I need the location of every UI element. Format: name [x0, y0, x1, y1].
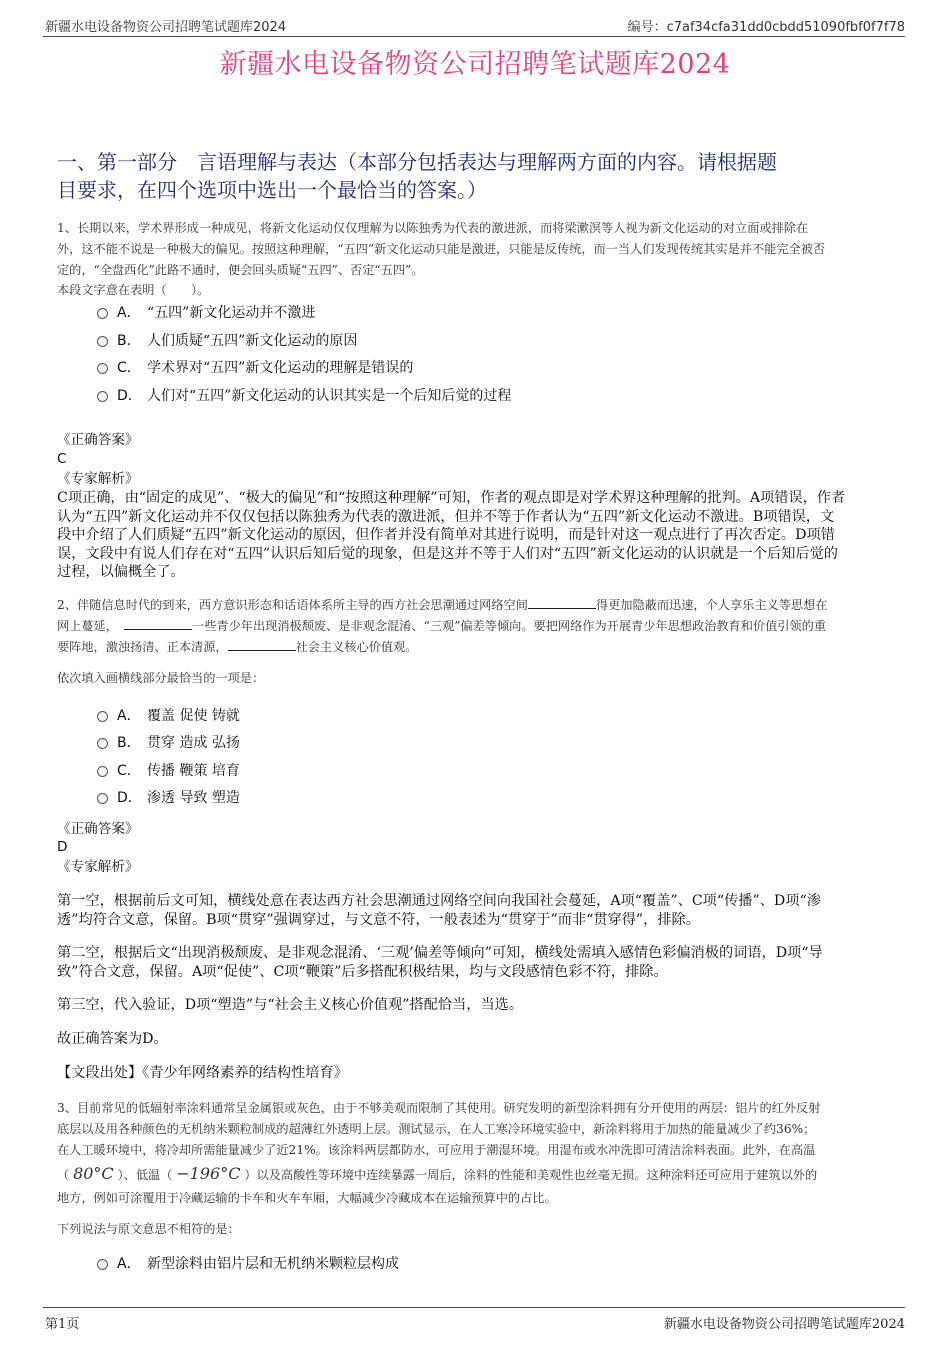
section-heading-line1: 一、第一部分 言语理解与表达（本部分包括表达与理解两方面的内容。请根据题: [57, 150, 777, 174]
question-3-line: 底层以及用各种颜色的无机纳米颗粒制成的超薄红外透明上层。测试显示，在人工寒冷环境实验中，新涂料将用于加热的能量减少了约36%；: [57, 1122, 816, 1136]
question-3-line: [57, 1161, 897, 1188]
fill-blank: [124, 617, 192, 630]
text-run: ）以及高酸性等环境中连续暴露一周后，涂料的性能和美观性也丝毫无损。这种涂料还可应用于建筑以外的: [244, 1168, 818, 1182]
option-text: 人们质疑“五四”新文化运动的原因: [147, 333, 358, 349]
temperature-low: −196°C: [176, 1164, 241, 1183]
page-number: 第1页: [45, 1317, 80, 1332]
question-2-stem: [57, 595, 897, 658]
radio-button-icon[interactable]: [97, 1259, 108, 1270]
text-run: 社会主义核心价值观。: [295, 640, 418, 654]
question-2-line: [57, 595, 897, 616]
option-letter: B．: [117, 735, 141, 751]
option-text: 传播 鞭策 培育: [147, 763, 240, 779]
q1-answer: C: [57, 451, 67, 467]
radio-button-icon[interactable]: [97, 363, 108, 374]
q2-analysis-para-1: [57, 892, 897, 929]
radio-button-icon[interactable]: [97, 793, 108, 804]
q2-analysis-para-4: 故正确答案为D。: [57, 1031, 168, 1047]
question-1-prompt: 本段文字意在表明（ ）。: [57, 283, 210, 297]
q2-answer: D: [57, 839, 68, 855]
text-run: （: [57, 1168, 70, 1182]
q1-answer-label: 《正确答案》: [57, 432, 139, 448]
text-run: 得更加隐蔽而迅速，个人享乐主义等思想在: [595, 598, 828, 612]
radio-button-icon[interactable]: [97, 336, 108, 347]
fill-blank: [228, 638, 296, 651]
option-text: 新型涂料由铝片层和无机纳米颗粒层构成: [147, 1256, 399, 1272]
question-3-line: 3、目前常见的低辐射率涂料通常呈金属银或灰色，由于不够美观而限制了其使用。研究发明的新型涂料拥有分开使用的两层：铝片的红外反射: [57, 1101, 821, 1115]
header-doc-code: 编号：c7af34cfa31dd0cbdd51090fbf0f7f78: [627, 20, 905, 35]
q2-source: 【文段出处】《青少年网络素养的结构性培育》: [57, 1065, 348, 1081]
radio-button-icon[interactable]: [97, 766, 108, 777]
question-2-prompt: 依次填入画横线部分最恰当的一项是：: [57, 671, 265, 685]
text-run: 2、伴随信息时代的到来，西方意识形态和话语体系所主导的西方社会思潮通过网络空间: [57, 598, 528, 612]
q2-analysis-line: 致”符合文意，保留。A项“促使”、C项“鞭策”后多搭配积极结果，均与文段感情色彩不符，排除。: [57, 963, 668, 980]
radio-button-icon[interactable]: [97, 308, 108, 319]
fill-blank: [528, 596, 596, 609]
page-header: [43, 14, 905, 37]
question-3-line: 地方，例如可涂覆用于冷藏运输的卡车和火车车厢，大幅减少冷藏成本在运输预算中的占比。: [57, 1191, 557, 1205]
option-text: 贯穿 造成 弘扬: [147, 735, 240, 751]
option-letter: D．: [117, 790, 142, 806]
q2-analysis-line: 第一空，根据前后文可知，横线处意在表达西方社会思潮通过网络空间向我国社会蔓延，A项“覆盖”、C项“传播”、D项“渗: [57, 893, 821, 909]
question-1-line: 定的，“全盘西化”此路不通时，便会回头质疑“五四”、否定“五四”。: [57, 263, 424, 277]
header-doc-name: 新疆水电设备物资公司招聘笔试题库2024: [45, 20, 287, 35]
option-text: 渗透 导致 塑造: [147, 790, 240, 806]
temperature-high: 80°C: [73, 1164, 114, 1183]
radio-button-icon[interactable]: [97, 391, 108, 402]
question-3-stem: [57, 1098, 897, 1209]
q1-analysis-line: 认为“五四”新文化运动并不仅仅包括以陈独秀为代表的激进派，但并不等于作者认为“五四”新文化运动不激进。B项错误，文: [57, 508, 835, 525]
radio-button-icon[interactable]: [97, 711, 108, 722]
q1-analysis: [57, 489, 897, 582]
option-letter: A．: [117, 305, 141, 321]
q1-analysis-line: 过程，以偏概全了。: [57, 564, 185, 580]
question-1-line: 外，这不能不说是一种极大的偏见。按照这种理解，“五四”新文化运动只能是激进，只能是反传统，而一当人们发现传统其实是并不能完全被否: [57, 242, 826, 256]
q1-analysis-label: 《专家解析》: [57, 471, 139, 487]
page-footer: [43, 1307, 905, 1332]
option-letter: C．: [117, 763, 141, 779]
option-text: 学术界对“五四”新文化运动的理解是错误的: [147, 360, 414, 376]
option-letter: D．: [117, 388, 142, 404]
q2-analysis-line: 透”均符合文意，保留。B项“贯穿”强调穿过，与文意不符，一般表述为“贯穿于”而非“贯穿得”，排除。: [57, 911, 700, 928]
option-letter: B．: [117, 333, 141, 349]
q2-analysis-label: 《专家解析》: [57, 859, 139, 875]
option-text: “五四”新文化运动并不激进: [147, 305, 316, 321]
section-heading: [57, 148, 892, 204]
q2-analysis-para-3: 第三空，代入验证，D项“塑造”与“社会主义核心价值观”搭配恰当，当选。: [57, 997, 524, 1013]
document-title: 新疆水电设备物资公司招聘笔试题库2024: [219, 49, 731, 80]
footer-doc-name: 新疆水电设备物资公司招聘笔试题库2024: [663, 1317, 905, 1332]
q1-analysis-line: 误，文段中有说人们存在对“五四”认识后知后觉的现象，但是这并不等于人们对“五四”新文化运动的认识就是一个后知后觉的: [57, 545, 838, 562]
question-3-prompt: 下列说法与原文意思不相符的是：: [57, 1222, 240, 1236]
question-2-line: [57, 616, 897, 637]
radio-button-icon[interactable]: [97, 738, 108, 749]
option-letter: A．: [117, 1256, 141, 1272]
q2-analysis-para-2: [57, 944, 897, 981]
option-letter: C．: [117, 360, 141, 376]
option-text: 人们对“五四”新文化运动的认识其实是一个后知后觉的过程: [147, 388, 512, 404]
question-1-line: 1、长期以来，学术界形成一种成见，将新文化运动仅仅理解为以陈独秀为代表的激进派，而将梁漱溟等人视为新文化运动的对立面或排除在: [57, 221, 809, 235]
question-2-line: [57, 637, 897, 658]
q1-analysis-line: 段中介绍了人们质疑“五四”新文化运动的原因，但作者并没有简单对其进行说明，而是针对这一观点进行了再次否定。D项错: [57, 527, 835, 543]
section-heading-line2: 目要求，在四个选项中选出一个最恰当的答案。）: [57, 178, 487, 202]
text-run: 要阵地，激浊扬清、正本清源，: [57, 640, 228, 654]
option-letter: A．: [117, 708, 141, 724]
question-3-line: 在人工暖环境中，将冷却所需能量减少了近21%。该涂料两层都防水，可应用于潮湿环境。用湿布或水冲洗即可清洁涂料表面。此外，在高温: [57, 1143, 816, 1157]
q2-analysis-line: 第二空，根据后文“出现消极颓废、是非观念混淆、‘三观’偏差等倾向”可知，横线处需填入感情色彩偏消极的词语，D项“导: [57, 945, 823, 961]
option-text: 覆盖 促使 铸就: [147, 708, 240, 724]
q2-answer-label: 《正确答案》: [57, 821, 139, 837]
text-run: 网上蔓延，: [57, 619, 112, 633]
text-run: ）、低温（: [117, 1168, 173, 1182]
question-1-stem: [57, 218, 897, 299]
q1-analysis-line: C项正确，由“固定的成见”、“极大的偏见”和“按照这种理解”可知，作者的观点即是对学术界这种理解的批判。A项错误，作者: [57, 490, 846, 506]
text-run: 一些青少年出现消极颓废、是非观念混淆、“三观”偏差等倾向。要把网络作为开展青少年思想政治教育和价值引领的重: [192, 619, 827, 633]
